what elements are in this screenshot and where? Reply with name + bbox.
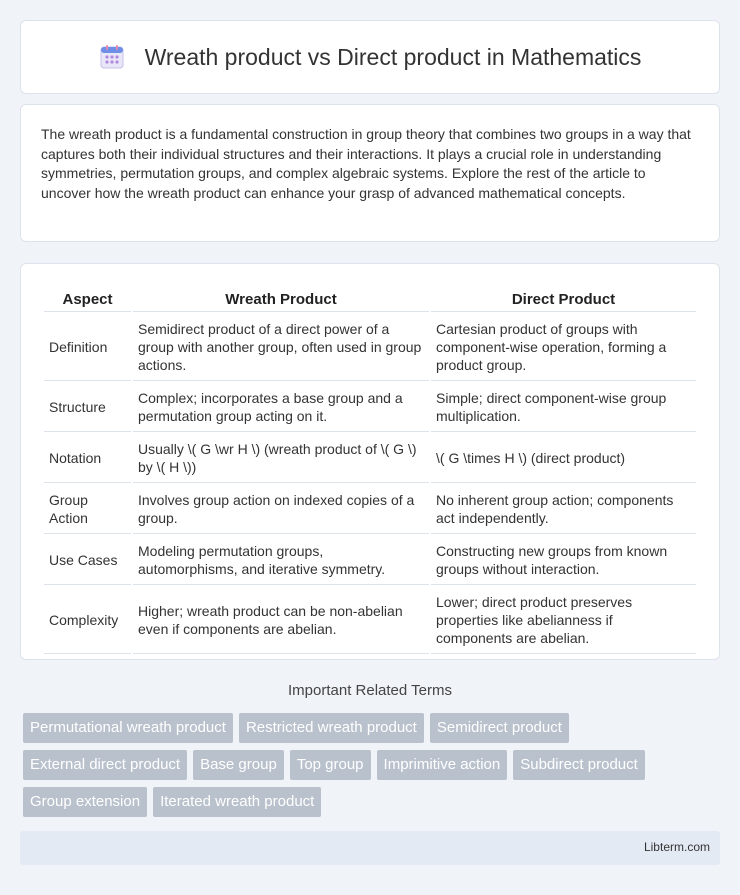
related-term-tag[interactable]: Top group (290, 750, 371, 780)
wreath-cell: Modeling permutation groups, automorphisms, and iterative symmetry. (133, 536, 429, 585)
aspect-cell: Notation (44, 434, 131, 483)
related-term-tag[interactable]: Subdirect product (513, 750, 645, 780)
table-row (44, 485, 696, 534)
direct-cell: Lower; direct product preserves properties like abelianness if components are abelian. (431, 587, 696, 654)
footer-site-link[interactable]: Libterm.com (643, 840, 710, 854)
table-row (44, 383, 696, 432)
title-card (20, 20, 720, 94)
calendar-grid-icon (99, 44, 125, 70)
related-term-tag[interactable]: Semidirect product (430, 713, 569, 743)
header-wreath-product: Wreath Product (133, 286, 429, 312)
intro-paragraph: The wreath product is a fundamental construction in group theory that combines two groups in a way that captures both their individual structures and their interactions. It plays a crucial role in understanding symmetries, permutation groups, and complex algebraic systems. Explore the rest of the article to uncover how the wreath product can enhance your grasp of advanced mathematical concepts. (41, 126, 691, 201)
footer (20, 831, 720, 865)
comparison-card (20, 263, 720, 660)
table-row (44, 536, 696, 585)
table-row (44, 434, 696, 483)
direct-cell: Constructing new groups from known groups without interaction. (431, 536, 696, 585)
aspect-cell: Use Cases (44, 536, 131, 585)
wreath-cell: Higher; wreath product can be non-abelian even if components are abelian. (133, 587, 429, 654)
header-aspect: Aspect (44, 286, 131, 312)
related-term-tag[interactable]: Restricted wreath product (239, 713, 424, 743)
related-term-tag[interactable]: Imprimitive action (377, 750, 508, 780)
direct-cell: \( G \times H \) (direct product) (431, 434, 696, 483)
direct-cell: Simple; direct component-wise group multiplication. (431, 383, 696, 432)
table-row (44, 314, 696, 381)
aspect-cell: Definition (44, 314, 131, 381)
related-term-tag[interactable]: Base group (193, 750, 284, 780)
comparison-table (42, 284, 698, 656)
direct-cell: No inherent group action; components act independently. (431, 485, 696, 534)
related-term-tag[interactable]: Group extension (23, 787, 147, 817)
wreath-cell: Usually \( G \wr H \) (wreath product of \( G \) by \( H \)) (133, 434, 429, 483)
wreath-cell: Complex; incorporates a base group and a permutation group acting on it. (133, 383, 429, 432)
aspect-cell: Group Action (44, 485, 131, 534)
page-title: Wreath product vs Direct product in Mathematics (144, 43, 642, 70)
direct-cell: Cartesian product of groups with component-wise operation, forming a product group. (431, 314, 696, 381)
wreath-cell: Involves group action on indexed copies of a group. (133, 485, 429, 534)
related-term-tag[interactable]: Iterated wreath product (153, 787, 321, 817)
related-term-tag[interactable]: Permutational wreath product (23, 713, 233, 743)
aspect-cell: Structure (44, 383, 131, 432)
intro-card (20, 104, 720, 242)
table-header-row (44, 286, 696, 312)
header-direct-product: Direct Product (431, 286, 696, 312)
related-terms-list (23, 713, 723, 824)
related-terms-title: Important Related Terms (288, 682, 452, 699)
table-row (44, 587, 696, 654)
aspect-cell: Complexity (44, 587, 131, 654)
related-term-tag[interactable]: External direct product (23, 750, 187, 780)
wreath-cell: Semidirect product of a direct power of a group with another group, often used in group actions. (133, 314, 429, 381)
